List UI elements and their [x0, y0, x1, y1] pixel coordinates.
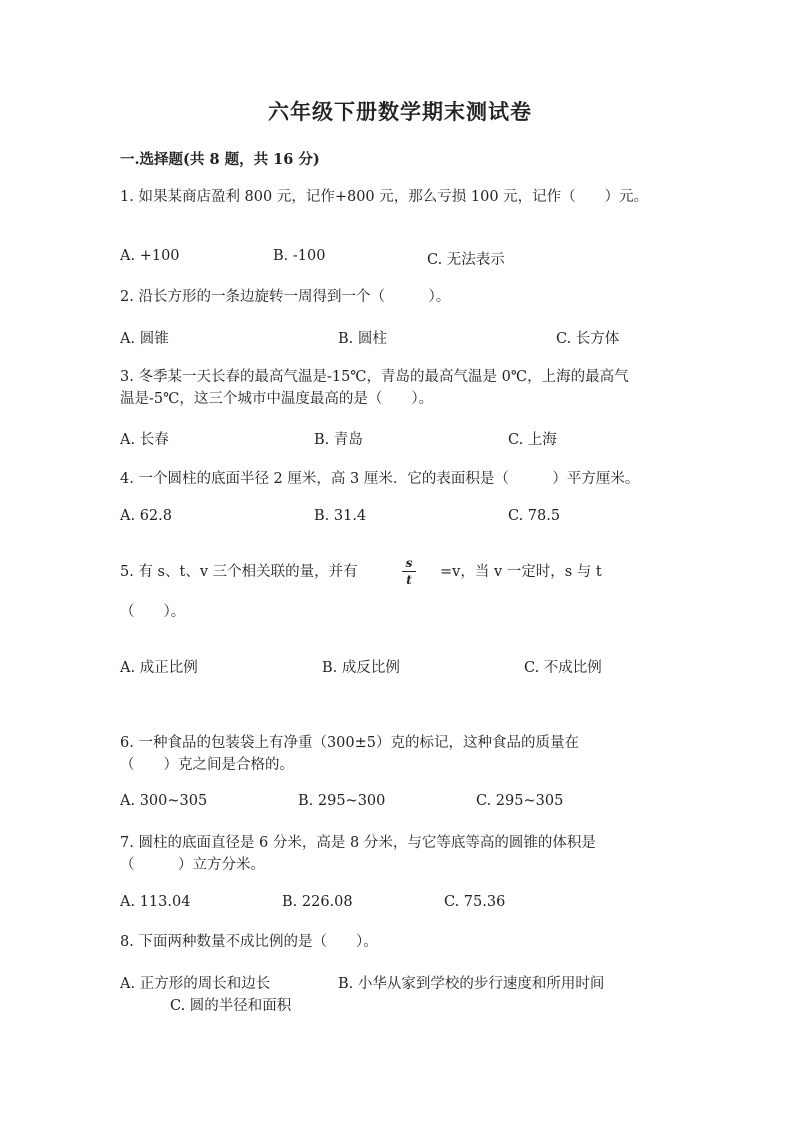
q3-option-c: C. 上海 — [508, 432, 557, 448]
q4-option-b: B. 31.4 — [314, 508, 367, 524]
q3-option-b: B. 青岛 — [314, 432, 363, 448]
question-5-line-2: （ ）。 — [120, 604, 186, 620]
question-6-line-2: （ ）克之间是合格的。 — [120, 757, 294, 773]
q2-option-c: C. 长方体 — [556, 331, 620, 347]
question-7-line-2: （ ）立方分米。 — [120, 857, 265, 873]
q2-option-a: A. 圆锥 — [120, 331, 169, 347]
question-5-after: =v，当 v 一定时，s 与 t — [440, 564, 602, 580]
question-1: 1. 如果某商店盈利 800 元，记作+800 元，那么亏损 100 元，记作（ ）元。 — [120, 189, 649, 205]
question-4: 4. 一个圆柱的底面半径 2 厘米，高 3 厘米．它的表面积是（ ）平方厘米。 — [120, 471, 640, 487]
fraction-denominator: t — [406, 573, 412, 587]
q5-option-b: B. 成反比例 — [322, 660, 400, 676]
q8-option-b: B. 小华从家到学校的步行速度和所用时间 — [338, 976, 605, 992]
q3-option-a: A. 长春 — [120, 432, 169, 448]
fraction-bar — [402, 571, 416, 572]
question-5-before: 5. 有 s、t、v 三个相关联的量，并有 — [120, 564, 358, 580]
q6-option-b: B. 295~300 — [298, 793, 386, 809]
fraction-numerator: s — [405, 556, 413, 570]
question-6-line-1: 6. 一种食品的包装袋上有净重（300±5）克的标记，这种食品的质量在 — [120, 735, 579, 751]
q7-option-b: B. 226.08 — [282, 894, 353, 910]
q8-option-a: A. 正方形的周长和边长 — [120, 976, 271, 992]
q6-option-c: C. 295~305 — [476, 793, 564, 809]
q4-option-a: A. 62.8 — [120, 508, 172, 524]
q6-option-a: A. 300~305 — [120, 793, 208, 809]
page-title: 六年级下册数学期末测试卷 — [268, 99, 532, 124]
question-2: 2. 沿长方形的一条边旋转一周得到一个（ ）。 — [120, 289, 451, 305]
q5-option-a: A. 成正比例 — [120, 660, 198, 676]
question-8: 8. 下面两种数量不成比例的是（ ）。 — [120, 934, 378, 950]
section-heading: 一.选择题(共 8 题，共 16 分) — [120, 151, 320, 168]
fraction-s-over-t — [402, 556, 416, 587]
q1-option-b: B. -100 — [273, 248, 326, 264]
question-7-line-1: 7. 圆柱的底面直径是 6 分米，高是 8 分米，与它等底等高的圆锥的体积是 — [120, 835, 596, 851]
q1-option-a: A. +100 — [120, 248, 180, 264]
q7-option-a: A. 113.04 — [120, 894, 191, 910]
q7-option-c: C. 75.36 — [444, 894, 506, 910]
q4-option-c: C. 78.5 — [508, 508, 561, 524]
q1-option-c: C. 无法表示 — [427, 252, 505, 268]
q5-option-c: C. 不成比例 — [524, 660, 602, 676]
question-3-line-2: 温是-5℃，这三个城市中温度最高的是（ ）。 — [120, 391, 434, 407]
question-3-line-1: 3. 冬季某一天长春的最高气温是-15℃，青岛的最高气温是 0℃，上海的最高气 — [120, 369, 629, 385]
q2-option-b: B. 圆柱 — [338, 331, 387, 347]
q8-option-c: C. 圆的半径和面积 — [170, 998, 292, 1014]
